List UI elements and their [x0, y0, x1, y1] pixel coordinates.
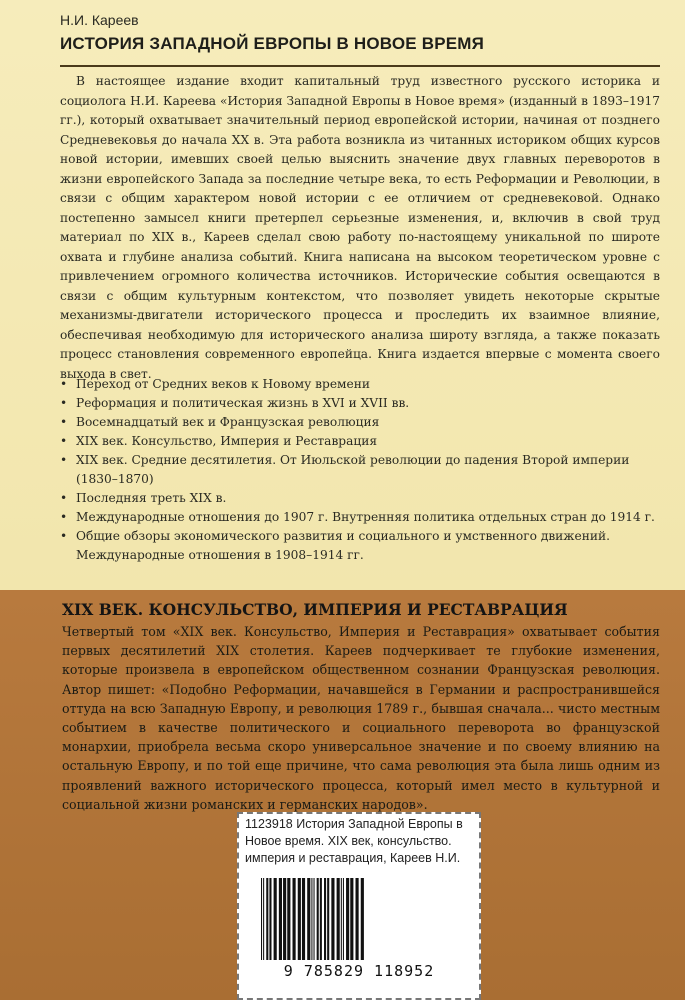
list-item: • XIX век. Средние десятилетия. От Июльской революции до падения Второй империи (1830–1870) [60, 451, 660, 489]
barcode-number: 9 785829 118952 [283, 962, 435, 980]
intro-paragraph: В настоящее издание входит капитальный труд известного русского историка и социолога Н.И. Кареева «История Западной Европы в Новое время» (изданный в 1893–1917 гг.), который охватывает значительный период европейской истории, начиная от позднего Средневековья до начала XX в. Эта работа возникла из читанных историком общих курсов новой истории, имевших своей целью выяснить значение двух главных переворотов в жизни европейского Запада за последние четыре века, то есть Реформации и Революции, в связи с общим характером новой истории с ее отличием от средневековой. Однако постепенно замысел книги претерпел серьезные изменения, и, включив в свой труд материал по XIX в., Кареев сделал свою работу по-настоящему уникальной по широте охвата и глубине анализа событий. Книга написана на высоком теоретическом уровне с привлечением огромного количества источников. Исторические события освещаются в связи с общим культурным контекстом, что позволяет увидеть некоторые скрытые механизмы-двигатели исторического процесса и проследить их взаимное влияние, обеспечивая необходимую для исторического анализа широту взгляда, а также показать процесс становления современного европейца. Книга издается впервые с момента своего выхода в свет. [60, 74, 660, 381]
sticker-text: 1123918 История Западной Европы в Новое время. XIX век, консульство. империя и реставрация, Кареев Н.И. [245, 817, 463, 865]
list-item: • Реформация и политическая жизнь в XVI и XVII вв. [60, 394, 660, 413]
list-item: • Переход от Средних веков к Новому времени [60, 375, 660, 394]
author-name: Н.И. Кареев [60, 12, 139, 28]
barcode-image [259, 878, 465, 960]
volume-title: XIX ВЕК. КОНСУЛЬСТВО, ИМПЕРИЯ И РЕСТАВРАЦИЯ [62, 600, 568, 619]
list-item: • Последняя треть XIX в. [60, 489, 660, 508]
title-divider [60, 65, 660, 67]
list-item: • Восемнадцатый век и Французская революция [60, 413, 660, 432]
contents-list [60, 375, 660, 565]
volume-description: Четвертый том «XIX век. Консульство, Империя и Реставрация» охватывает события первых десятилетий XIX столетия. Кареев подчеркивает те глубокие изменения, которые произвела в европейском общественном сознании Французская революция. Автор пишет: «Подобно Реформации, начавшейся в Германии и распространившейся оттуда на всю Западную Европу, и революция 1789 г., бывшая сначала... чисто местным событием в качестве политического и социального переворота во французской монархии, приобрела весьма скоро универсальное значение и по своему влиянию на остальную Европу, и по той еще причине, что сама революция эта была лишь одним из проявлений важного исторического процесса, который имел место в культурной и социальной жизни романских и германских народов». [62, 624, 660, 812]
list-item: • Международные отношения до 1907 г. Внутренняя политика отдельных стран до 1914 г. [60, 508, 660, 527]
book-title: ИСТОРИЯ ЗАПАДНОЙ ЕВРОПЫ В НОВОЕ ВРЕМЯ [60, 34, 485, 53]
list-item: • Общие обзоры экономического развития и социального и умственного движений. Международные отношения в 1908–1914 гг. [60, 527, 660, 565]
list-item: • XIX век. Консульство, Империя и Реставрация [60, 432, 660, 451]
barcode-sticker [237, 812, 481, 1000]
